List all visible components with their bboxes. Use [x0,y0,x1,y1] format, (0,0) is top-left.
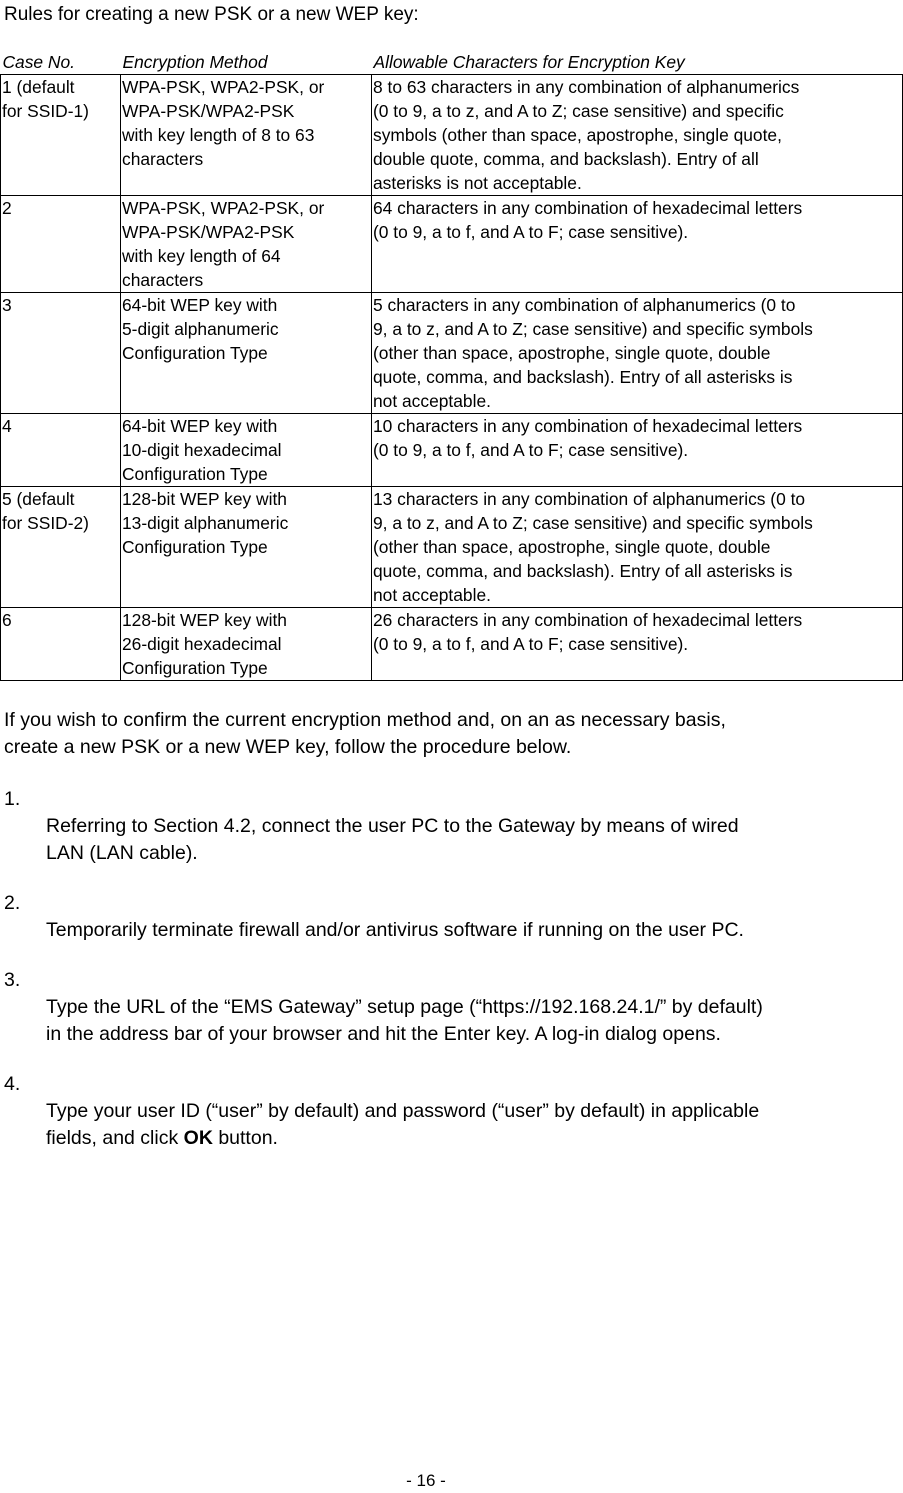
procedure-intro-paragraph: If you wish to confirm the current encryption method and, on an as necessary basis, create a new PSK or a new WEP key, follow the procedure below. [4,709,726,758]
header-encryption-method: Encryption Method [122,52,268,72]
step-text-end: button. [212,1127,278,1149]
cell-case: 2 [1,196,121,293]
step-number: 2. [4,892,21,914]
table-row [1,293,903,414]
procedure-steps [0,786,900,1175]
step-text: Referring to Section 4.2, connect the user PC to the Gateway by means of wired LAN (LAN cable). [46,815,739,864]
intro-text: Rules for creating a new PSK or a new WEP key: [4,4,419,25]
cell-chars: 5 characters in any combination of alphanumerics (0 to 9, a to z, and A to Z; case sensitive) and specific symbols (other than space, apostrophe, single quote, double quote, comma, and backslash). Entry of all asterisks is not acceptable. [372,293,903,414]
encryption-rules-table [0,50,903,681]
cell-case: 3 [1,293,121,414]
cell-chars: 64 characters in any combination of hexadecimal letters (0 to 9, a to f, and A to F; case sensitive). [372,196,903,293]
cell-chars: 10 characters in any combination of hexadecimal letters (0 to 9, a to f, and A to F; case sensitive). [372,414,903,487]
cell-chars: 13 characters in any combination of alphanumerics (0 to 9, a to z, and A to Z; case sensitive) and specific symbols (other than space, apostrophe, single quote, double quote, comma, and backslash). Entry of all asterisks is not acceptable. [372,487,903,608]
cell-case: 5 (default for SSID-2) [1,487,121,608]
step-text: Type your user ID (“user” by default) and password (“user” by default) in applicable fields, and click [46,1100,760,1149]
step-text: Type the URL of the “EMS Gateway” setup page (“https://192.168.24.1/” by default) in the address bar of your browser and hit the Enter key. A log-in dialog opens. [46,996,763,1045]
header-case-no: Case No. [2,52,75,72]
step-number: 3. [4,969,21,991]
table-row [1,75,903,196]
cell-method: 64-bit WEP key with 10-digit hexadecimal Configuration Type [121,414,372,487]
table-row [1,608,903,681]
table-row [1,196,903,293]
cell-method: 128-bit WEP key with 13-digit alphanumeric Configuration Type [121,487,372,608]
header-allowable-characters: Allowable Characters for Encryption Key [373,52,685,72]
list-item [0,890,900,944]
ok-button-reference: OK [183,1127,213,1149]
cell-method: 128-bit WEP key with 26-digit hexadecimal Configuration Type [121,608,372,681]
cell-chars: 8 to 63 characters in any combination of alphanumerics (0 to 9, a to z, and A to Z; case sensitive) and specific symbols (other than space, apostrophe, single quote, double quote, comma, and backslash). Entry of all asterisks is not acceptable. [372,75,903,196]
cell-case: 6 [1,608,121,681]
table-header-row [1,50,903,75]
cell-chars: 26 characters in any combination of hexadecimal letters (0 to 9, a to f, and A to F; case sensitive). [372,608,903,681]
cell-method: WPA-PSK, WPA2-PSK, or WPA-PSK/WPA2-PSK with key length of 64 characters [121,196,372,293]
cell-case: 4 [1,414,121,487]
step-number: 4. [4,1073,21,1095]
step-text: Temporarily terminate firewall and/or antivirus software if running on the user PC. [46,919,744,941]
step-number: 1. [4,788,21,810]
list-item [0,786,900,867]
list-item [0,967,900,1048]
cell-case: 1 (default for SSID-1) [1,75,121,196]
list-item [0,1071,900,1152]
page-number: - 16 - [406,1471,446,1490]
table-row [1,414,903,487]
table-row [1,487,903,608]
cell-method: WPA-PSK, WPA2-PSK, or WPA-PSK/WPA2-PSK with key length of 8 to 63 characters [121,75,372,196]
cell-method: 64-bit WEP key with 5-digit alphanumeric Configuration Type [121,293,372,414]
